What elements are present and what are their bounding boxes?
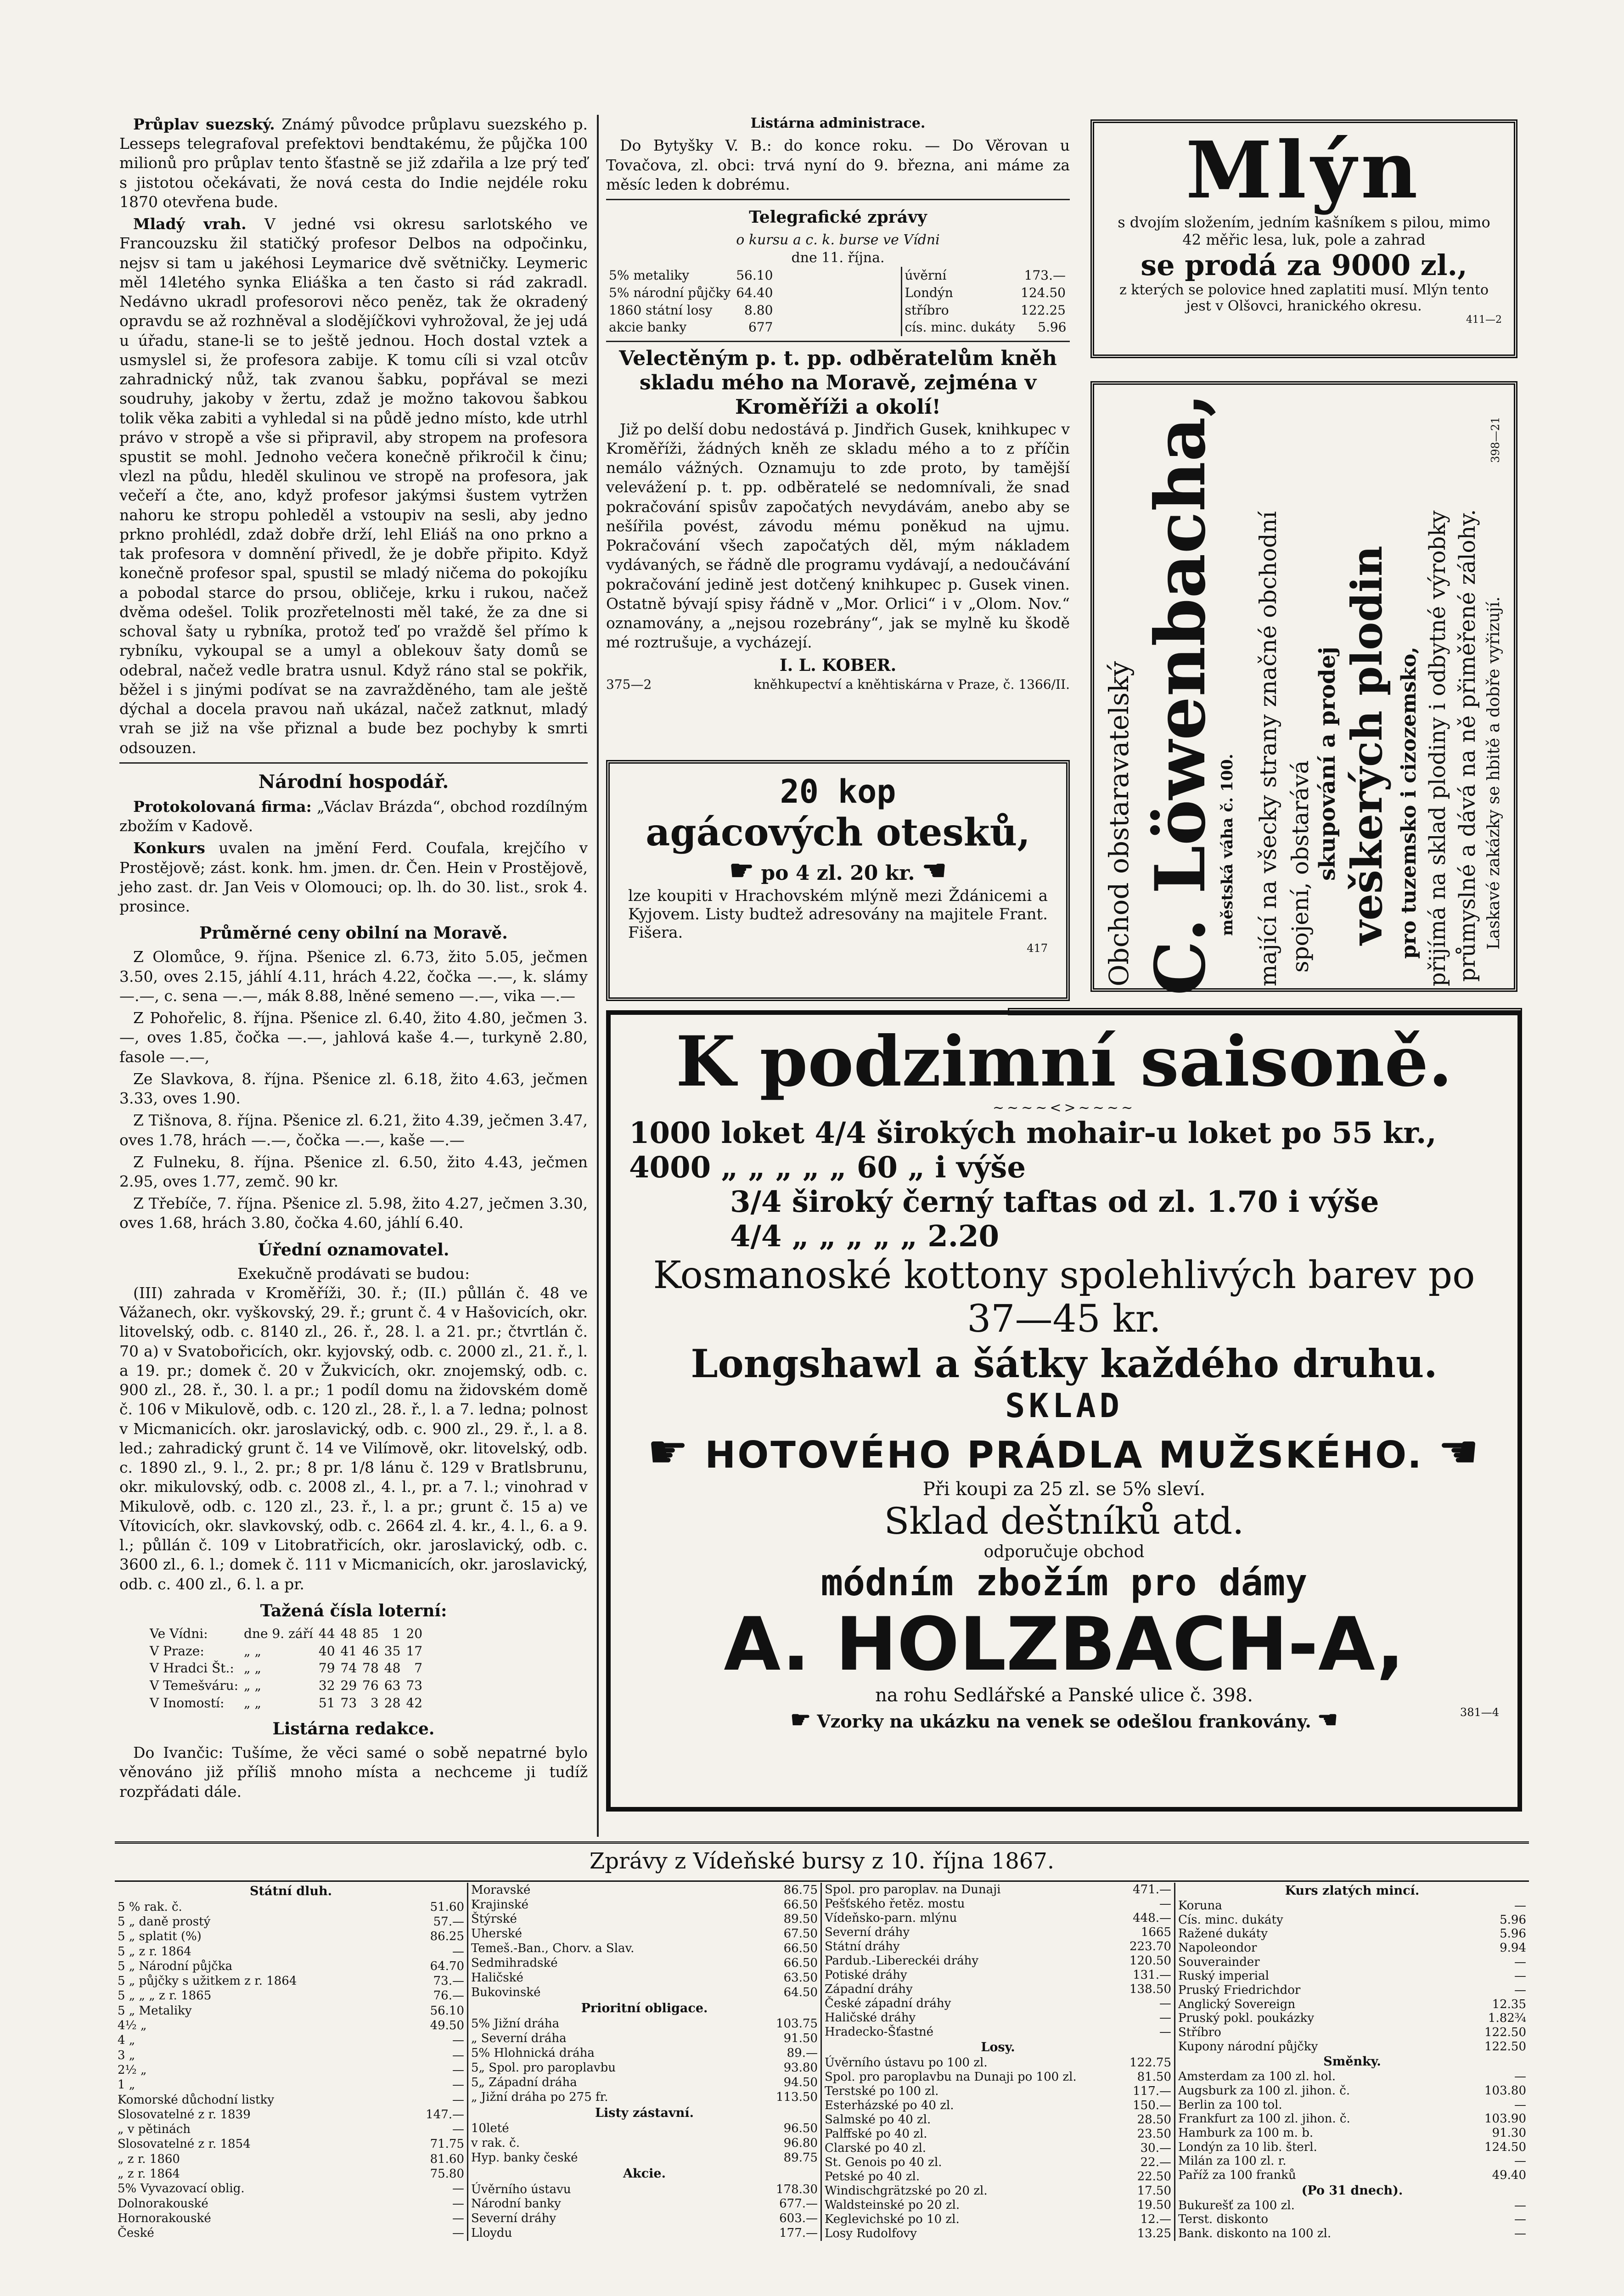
- bursa-row: Londýn 124.50: [905, 285, 1066, 300]
- lottery-row: V Praze: „ „ 40 41 46 35 17: [150, 1643, 423, 1659]
- vrah-text: V jedné vsi okresu sarlotského ve Francouzsku žil statičký profesor Delbos na odpočinku, nejsv si tam u jakéhosi Leymarice dvě světničky. Leymeric měl 14letého synka Eliáška a ten často si rád zakradl. Nedávno ukradl profesorovi něco peněz, tak že okradený opravdu se až rozhněval a slodějíčkovi vyhrožoval, že jej udá u úřadu, stane-li se to ještě jednou. Hoch dostal vztek a usmyslel si, že profesora zabije. K tomu cíli si vzal otcův zahradnický nůž, tak zvanou šabku, popřával se mezi soudruhy, jakoby v žertu, zdaž je možno takovou šabkou tolik věka zabiti a vyhledal si na půdě jedno místo, kde utrhl právo v stropě a vše si připravil, aby stropem na profesora spustit se mohl. Jednoho večera konečně přikročil k činu; vlezl na půdu, hleděl skulinou ve stropě na profesora, jak večeří a čte, ano, když profesor jakýmsi šustem vytržen nahoru ke stropu pohleděl a vstoupiv na sesli, aby jedno prkno prohlédl, zdaž dobře drží, lehl Eliáš na ono prkno a tak profesora v domnění přivedl, že je dobře připito. Když konečně profesor spal, spustil se mladý ničema do pokojíku a pobodal starce do prsou, obličeje, krku i rukou, načež dvěma odešel. Tolik prozřetelnosti měl také, že za dne si schoval šaty u rybníka, protož teď po vraždě šel přímo k rybníku, vykoupal se a umyl a oblekouv šaty domů se odebral, načež vedle bratra usnul. Když ráno stal se pokřik, běžel i s jinými podívat se na zavražděného, tam ale ještě dýchal a docela pravou naň ukázal, načež zatknut, mladý vrah se již na vše přiznal a bude bez pochyby k smrti odsouzen.: [119, 215, 588, 757]
- bursa-row: Ruský imperial —: [1178, 1969, 1526, 1983]
- bursa-row: Lloydu 177.—: [471, 2226, 818, 2240]
- bursa-row: Haličské dráhy —: [825, 2011, 1171, 2025]
- lottery-row: V Temešváru: „ „ 32 29 76 63 73: [150, 1678, 423, 1694]
- bursa-row: Paříž za 100 franků 49.40: [1178, 2168, 1526, 2183]
- bursa-row: Petské po 40 zl. 22.50: [825, 2169, 1171, 2183]
- bursa-row: 5 „ „ „ z r. 1865 76.—: [118, 1989, 464, 2003]
- bursa-row: „ Severní dráha 91.50: [471, 2032, 818, 2046]
- bursa-col-3: [822, 1883, 1175, 2241]
- bursa-row: Amsterdam za 100 zl. hol. —: [1178, 2070, 1526, 2084]
- low-4: mající na všecky strany značné obchodní: [1255, 511, 1281, 986]
- bursa-row: Pardub.-Libereckéi dráhy 120.50: [825, 1954, 1171, 1968]
- bursa-col-1: [115, 1883, 468, 2241]
- bursa-row: 5 „ z r. 1864 —: [118, 1944, 464, 1958]
- agac-line2: agácových otesků,: [646, 810, 1030, 855]
- bursa-col-4: [1175, 1883, 1529, 2241]
- bursa-row: úvěrní 173.—: [905, 267, 1066, 283]
- holz-l13: A. HOLZBACH-A,: [724, 1601, 1405, 1687]
- bursa-row: Londýn za 10 lib. šterl. 124.50: [1178, 2140, 1526, 2154]
- bursa-row: akcie banky 677: [609, 320, 773, 335]
- mlyn-3: z kterých se polovice hned zaplatiti musí. Mlýn tento jest v Olšovci, hranického okresu.: [1119, 282, 1489, 314]
- proto-article: [119, 797, 588, 836]
- lowenbach-ad: [1090, 381, 1517, 996]
- bursa-row: 5 % rak. č. 51.60: [118, 1900, 464, 1914]
- holz-l11: odporučuje obchod: [983, 1542, 1145, 1561]
- bursa-row: 5„ Západní dráha 94.50: [471, 2076, 818, 2090]
- holz-l12: módním zbožím pro dámy: [820, 1561, 1308, 1604]
- tel-date: dne 11. října.: [791, 249, 885, 266]
- bursa-row: České —: [118, 2226, 464, 2240]
- bursa-row: 1 „ —: [118, 2078, 464, 2092]
- tel-left-table: [606, 267, 775, 336]
- adm-title: Listárna administrace.: [750, 115, 926, 131]
- holz-l14: na rohu Sedlářské a Panské ulice č. 398.: [875, 1685, 1253, 1706]
- bursa-row: Hradecko-Šťastné —: [825, 2025, 1171, 2039]
- bursa-row: Hamburk za 100 m. b. 91.30: [1178, 2126, 1526, 2140]
- bursa-row: 2½ „ —: [118, 2063, 464, 2077]
- bursa-row: Bukovinské 64.50: [471, 1986, 818, 2000]
- mlyn-ad: [1090, 119, 1517, 358]
- bursa-row: Slosovatelné z r. 1839 147.—: [118, 2107, 464, 2122]
- low-7: veškerých plodin: [1342, 546, 1392, 945]
- holz-l6: Longshawl a šátky každého druhu.: [691, 1341, 1438, 1386]
- bursa-row: České západní dráhy —: [825, 1997, 1171, 2011]
- holz-l15: ☛ Vzorky na ukázku na venek se odešlou frankovány. ☚: [790, 1706, 1338, 1733]
- bursa-row: 5 „ půjčky s užitkem z r. 1864 73.—: [118, 1974, 464, 1988]
- bursa-col-title: Kurs zlatých mincí.: [1285, 1884, 1420, 1898]
- lottery-row: V Inomostí: „ „ 51 73 3 28 42: [150, 1695, 423, 1711]
- hand-icon: ☚: [922, 855, 947, 887]
- ured-sub: Exekučně prodávati se budou:: [237, 1264, 470, 1283]
- bursa-row: Listy zástavní.: [595, 2106, 694, 2121]
- bursa-row: Cís. minc. dukáty 5.96: [1178, 1913, 1526, 1927]
- holz-l5: Kosmanoské kottony spolehlivých barev po 37—45 kr.: [653, 1254, 1475, 1341]
- bursa-row: Kupony národní půjčky 122.50: [1178, 2039, 1526, 2054]
- prices-title: Průměrné ceny obilní na Moravě.: [199, 923, 508, 943]
- bursa-row: Komorské důchodní listky —: [118, 2093, 464, 2107]
- bursa-row: 5% metaliky 56.10: [609, 267, 773, 283]
- holz-l3: 3/4 široký černý taftas od zl. 1.70 i výše: [730, 1185, 1379, 1219]
- bursa-row: 4½ „ 49.50: [118, 2019, 464, 2033]
- bursa-row: Západní dráhy 138.50: [825, 1982, 1171, 1997]
- lottery-row: V Hradci Št.: „ „ 79 74 78 48 7: [150, 1660, 423, 1676]
- bursa-rule2: [115, 1880, 1529, 1882]
- bursa-row: Úvěrního ústavu po 100 zl. 122.75: [825, 2055, 1171, 2070]
- bursa-col-2: [468, 1883, 822, 2241]
- price-item: Z Tišnova, 8. října. Pšenice zl. 6.21, žito 4.39, ječmen 3.47, oves 1.78, hrách —.—, čočka —.—, kaše —.—: [119, 1111, 588, 1149]
- vrah-title: Mladý vrah.: [133, 215, 247, 233]
- bursa-row: Esterházské po 40 zl. 150.—: [825, 2098, 1171, 2112]
- bursa-row: Keglevichské po 10 zl. 12.—: [825, 2212, 1171, 2226]
- divider: [119, 762, 588, 764]
- bursa-row: Moravské 86.75: [471, 1883, 818, 1897]
- holz-num: 381—4: [1460, 1706, 1499, 1719]
- bursa-row: Státní dráhy 223.70: [825, 1940, 1171, 1954]
- bursa-row: 5 „ Metaliky 56.10: [118, 2003, 464, 2018]
- bursa-table: [115, 1883, 1529, 2241]
- agac-line1: 20 kop: [780, 773, 896, 810]
- low-6: skupování a prodej: [1315, 647, 1340, 881]
- bursa-row: 1860 státní losy 8.80: [609, 302, 773, 318]
- middle-column: [606, 115, 1070, 692]
- red-text: Do Ivančic: Tušíme, že věci samé o sobě nepatrné bylo věnováno již příliš mnoho místa a nechceme ji tudíž rozpřádati dále.: [119, 1744, 588, 1801]
- bursa-row: Temeš.-Ban., Chorv. a Slav. 66.50: [471, 1941, 818, 1956]
- bursa-row: Losy.: [981, 2040, 1015, 2055]
- divider: [606, 199, 1070, 200]
- kober-text: Již po delší dobu nedostává p. Jindřich Gusek, knihkupec v Kroměříži, žádných kněh ze skladu mého a to z příčin nemálo vážných. Oznamuju to zde proto, by tamější velevážení p. t. pp. odběratelé se nedomnívali, že snad pokračování spisův započatých nevydávám, anebo aby se nešířila povést, závodu mému poněkud na ujmu. Pokračování všech započatých děl, mým nákladem vydávaných, se řádně dle programu vydávají, a nedoučávání pokračování jedině jest dotčený knihkupec p. Gusek vinen. Ostatně bývají spisy řádně v „Mor. Orlici“ i v „Olom. Nov.“ oznamovány, a „nejsou rozebrány“, jak se mylně ku škodě mé roztrušuje, a vycházejí.: [606, 420, 1070, 652]
- low-3: městská váha č. 100.: [1218, 754, 1236, 936]
- bursa-row: Spol. pro paroplav. na Dunaji 471.—: [825, 1883, 1171, 1897]
- bursa-row: Milán za 100 zl. r. —: [1178, 2154, 1526, 2168]
- konk-title: Konkurs: [133, 839, 205, 857]
- bursa-row: Ražené dukáty 5.96: [1178, 1927, 1526, 1941]
- price-item: Z Třebíče, 7. října. Pšenice zl. 5.98, žito 4.27, ječmen 3.30, oves 1.68, hrách 3.80, čočka 4.60, jáhlí 6.40.: [119, 1194, 588, 1232]
- bursa-title: Zprávy z Vídeňské bursy z 10. října 1867.: [589, 1848, 1055, 1874]
- bursa-row: 4 „ —: [118, 2033, 464, 2048]
- bursa-row: Souverainder —: [1178, 1955, 1526, 1969]
- bursa-row: Směnky.: [1323, 2054, 1381, 2069]
- suez-text: Známý původce průplavu suezského p. Lesseps telegrafoval prefektovi bendtakému, že půjčka 100 milionů pro průplav tento šťastně se již zdařila a lze prý teď s jistotou očekávati, že nová cesta do Indie nejdéle roku 1870 otevřena bude.: [119, 115, 588, 211]
- bursa-col-title: Státní dluh.: [249, 1884, 332, 1898]
- bursa-row: Terst. diskonto —: [1178, 2212, 1526, 2227]
- divider: [606, 341, 1070, 342]
- low-num: 398—21: [1489, 416, 1502, 463]
- bursa-row: Severní dráhy 603.—: [471, 2212, 818, 2226]
- agac-ad: [606, 760, 1070, 1001]
- bursa-row: 5% Hlohnická dráha 89.—: [471, 2046, 818, 2060]
- holz-l7: SKLAD: [1005, 1386, 1123, 1425]
- bursa-row: Palffské po 40 zl. 23.50: [825, 2127, 1171, 2141]
- lottery-table: [147, 1625, 425, 1712]
- bursa-row: 5 „ Národní půjčka 64.70: [118, 1959, 464, 1973]
- bursa-row: Uherské 67.50: [471, 1927, 818, 1941]
- agac-line3: ☛ po 4 zl. 20 kr. ☚: [729, 855, 947, 887]
- bursa-row: (Po 31 dnech).: [1301, 2183, 1403, 2198]
- bursa-row: stříbro 122.25: [905, 302, 1066, 318]
- bursa-row: Terstské po 100 zl. 117.—: [825, 2084, 1171, 2098]
- hand-icon: ☛: [729, 855, 754, 887]
- low-2: C. Löwenbacha,: [1140, 393, 1221, 996]
- bursa-row: 5 „ daně prostý 57.—: [118, 1914, 464, 1929]
- tel-sub: o kursu a c. k. burse ve Vídni: [736, 232, 940, 248]
- bursa-row: Bank. diskonto na 100 zl. —: [1178, 2227, 1526, 2241]
- bursa-row: Vídeňsko-parn. mlýnu 448.—: [825, 1911, 1171, 1925]
- holzbach-ad-body: [606, 1010, 1522, 1812]
- mlyn-2: se prodá za 9000 zl.,: [1141, 248, 1467, 282]
- bursa-row: „ Jižní dráha po 275 fr. 113.50: [471, 2090, 818, 2105]
- bursa-row: „ z r. 1860 81.60: [118, 2152, 464, 2166]
- low-5: spojení, obstarává: [1287, 760, 1314, 973]
- low-8: pro tuzemsko i cizozemsko,: [1397, 647, 1421, 959]
- price-item: Z Fulneku, 8. října. Pšenice zl. 6.50, žito 4.43, ječmen 2.95, oves 1.77, zemč. 90 kr.: [119, 1153, 588, 1190]
- bursa-row: 3 „ —: [118, 2048, 464, 2062]
- holz-l9: Při koupi za 25 zl. se 5% sleví.: [922, 1479, 1206, 1500]
- hand-icon: ☛: [790, 1706, 811, 1733]
- bursa-row: Anglický Sovereign 12.35: [1178, 1997, 1526, 2011]
- column-rule: [597, 115, 599, 1837]
- kober-head: Velectěným p. t. pp. odběratelům kněh skladu mého na Moravě, zejména v Kroměříži a okolí!: [619, 347, 1057, 419]
- konk-article: [119, 838, 588, 916]
- bursa-row: Akcie.: [623, 2167, 666, 2181]
- bursa-row: 5% národní půjčky 64.40: [609, 285, 773, 300]
- bursa-row: Losy Rudolfovy 13.25: [825, 2226, 1171, 2240]
- price-item: Z Pohořelic, 8. října. Pšenice zl. 6.40, žito 4.80, ječmen 3.—, oves 1.85, čočka —.—, jahlová kaše 4.—, turkyně 2.80, fasole —.—,: [119, 1009, 588, 1066]
- bursa-row: Pruský Friedrichdor —: [1178, 1983, 1526, 1998]
- kober-sign: I. L. KOBER.: [779, 656, 897, 675]
- bursa-row: Stříbro 122.50: [1178, 2026, 1526, 2040]
- bursa-row: Štýrské 89.50: [471, 1912, 818, 1926]
- bursa-row: cís. minc. dukáty 5.96: [905, 320, 1067, 335]
- bursa-row: Krajinské 66.50: [471, 1897, 818, 1912]
- price-item: Z Olomůce, 9. října. Pšenice zl. 6.73, žito 5.05, ječmen 3.50, oves 2.15, jáhlí 4.11, hrách 4.22, čočka —.—, k. slámy —.—, c. sena —.—, mák 8.88, lněné semeno —.—, vika —.—: [119, 948, 588, 1005]
- econ-title: Národní hospodář.: [258, 771, 449, 793]
- bursa-row: Slosovatelné z r. 1854 71.75: [118, 2137, 464, 2151]
- bursa-row: Prioritní obligace.: [581, 2001, 708, 2016]
- ured-text: (III) zahrada v Kroměříži, 30. ř.; (II.) půllán č. 48 ve Vážanech, okr. vyškovský, 29. ř.; grunt č. 4 v Hašovicích, okr. litovelský, odb. c. 8140 zl., 26. ř., 28. l. a 21. pr.; čtvrtlán č. 70 a) v Svatobořicích, okr. kyjovský, odb. c. 2000 zl., 21. ř., l. a 19. pr.; domek č. 20 v Žukvicích, okr. znojemský, odb. c. 900 zl., 28. ř., 30. l. a pr.; 1 podíl domu na židovském domě č. 106 v Mikulově, odb. c. 120 zl., 28. ř., l. a 7. ledna; polnost v Micmanicích. okr. jaroslavický, odb. c. 900 zl., 29. ř., l. a 8. led.; zahradický grunt č. 14 ve Vilímově, okr. litovelský, odb. c. 1890 zl., 9. l., 2. pr.; 8 pr. 1/8 lánu č. 129 v Bratlsbrunu, okr. mikulovský, odb. c. 2008 zl., 4. l., pr. a 7. l.; vinohrad v Mikulově, odb. c. 120 zl., 23. ř., l. a pr.; grunt č. 15 a) ve Vítovicích, okr. slavkovský, odb. c. 2664 zl. 4. kr., 4. l., 6. a 9. l.; půllán č. 109 v Litobratřicích, okr. jaroslavický, odb. c. 3600 zl., 6. l.; domek č. 111 v Micmanicích, okr. jaroslavický, odb. c. 400 zl., 6. l. a pr.: [119, 1284, 588, 1593]
- bursa-row: Koruna —: [1178, 1899, 1526, 1913]
- bursa-row: „ z r. 1864 75.80: [118, 2167, 464, 2181]
- bursa-row: 5% Vyvazovací oblig. —: [118, 2182, 464, 2196]
- mlyn-num: 411—2: [1466, 314, 1502, 326]
- holz-l8: ☛ HOTOVÉHO PRÁDLA MUŽSKÉHO. ☚: [647, 1425, 1481, 1479]
- bursa-row: St. Genois po 40 zl. 22.—: [825, 2155, 1171, 2169]
- tel-right-table: [901, 267, 1070, 336]
- red-title: Listárna redakce.: [272, 1719, 435, 1739]
- proto-text: „Václav Brázda“, obchod rozdílným zbožím v Kadově.: [119, 797, 588, 835]
- kober-num: 375—2: [606, 676, 652, 692]
- bursa-row: Národní banky 677.—: [471, 2197, 818, 2211]
- bursa-row: Augsburk za 100 zl. jihon. č. 103.80: [1178, 2084, 1526, 2098]
- bursa-row: Napoleondor 9.94: [1178, 1941, 1526, 1955]
- bursa-row: Hornorakouské —: [118, 2211, 464, 2225]
- bursa-row: Pruský pokl. poukázky 1.82¾: [1178, 2011, 1526, 2026]
- adm-text: Do Bytyšky V. B.: do konce roku. — Do Věrovan u Tovačova, zl. obci: trvá nyní do 9. března, ani máme za měsíc leden k dobrému.: [606, 136, 1070, 193]
- agac-text: lze koupiti v Hrachovském mlýně mezi Ždánicemi a Kyjovem. Listy budtež adresovány na majitele Frant. Fišera.: [628, 887, 1048, 942]
- suez-title: Průplav suezský.: [133, 115, 275, 133]
- hand-icon: ☛: [647, 1425, 691, 1479]
- bursa-row: Sedmihradské 66.50: [471, 1956, 818, 1970]
- low-10: průmyslné a dává na ně přiměřené zálohy.: [1455, 509, 1480, 982]
- holz-l1: 1000 loket 4/4 širokých mohair-u loket po 55 kr.,: [629, 1116, 1437, 1150]
- bursa-row: Salmské po 40 zl. 28.50: [825, 2112, 1171, 2127]
- bursa-row: Pešťského řetěz. mostu —: [825, 1897, 1171, 1911]
- bursa-row: Waldsteinské po 20 zl. 19.50: [825, 2198, 1171, 2212]
- bursa-row: 5% Jižní dráha 103.75: [471, 2017, 818, 2031]
- ured-title: Úřední oznamovatel.: [258, 1240, 450, 1260]
- bursa-row: 5 „ splatit (%) 86.25: [118, 1930, 464, 1944]
- bursa-row: Severní dráhy 1665: [825, 1925, 1171, 1940]
- kober-foot: [606, 676, 1070, 693]
- holz-l4: 4/4 „ „ „ „ „ 2.20: [730, 1219, 1000, 1254]
- bursa-row: Potiské dráhy 131.—: [825, 1968, 1171, 1982]
- suez-article: [119, 115, 588, 212]
- bursa-rule: [115, 1841, 1529, 1844]
- bursa-row: „ v pětinách —: [118, 2122, 464, 2137]
- agac-num: 417: [1027, 942, 1048, 955]
- bursa-row: 5„ Spol. pro paroplavbu 93.80: [471, 2061, 818, 2075]
- low-11: Laskavé zakázky se hbitě a dobře vyřizují.: [1484, 597, 1503, 950]
- kober-addr: kněhkupectví a kněhtiskárna v Praze, č. 1366/II.: [753, 676, 1070, 692]
- holz-l2: 4000 „ „ „ „ „ 60 „ i výše: [629, 1150, 1026, 1185]
- bursa-row: Frankfurt za 100 zl. jihon. č. 103.90: [1178, 2112, 1526, 2126]
- price-item: Ze Slavkova, 8. října. Pšenice zl. 6.18, žito 4.63, ječmen 3.33, oves 1.90.: [119, 1069, 588, 1108]
- tel-title: Telegrafické zprávy: [749, 208, 927, 227]
- mlyn-1: s dvojím složením, jedním kašníkem s pilou, mimo 42 měřic lesa, luk, pole a zahrad: [1118, 214, 1490, 248]
- proto-title: Protokolovaná firma:: [133, 797, 312, 816]
- low-1: Obchod obstaravatelský: [1103, 661, 1135, 986]
- hand-icon: ☚: [1438, 1425, 1481, 1479]
- bursa-row: Windischgrätzské po 20 zl. 17.50: [825, 2183, 1171, 2198]
- konk-text: uvalen na jmění Ferd. Coufala, krejčího v Prostějově; zást. konk. hm. jmen. dr. Čen. Hein v Prostějově, jeho zast. dr. Jan Veis v Olomouci; op. lh. do 30. list., srok 4. prosince.: [119, 839, 588, 916]
- bursa-row: Berlin za 100 tol. —: [1178, 2098, 1526, 2112]
- holz-l10: Sklad deštníků atd.: [884, 1500, 1244, 1542]
- bursa-row: v rak. č. 96.80: [471, 2136, 818, 2150]
- left-column: [119, 115, 588, 1804]
- hand-icon: ☚: [1317, 1706, 1338, 1733]
- bursa-row: Clarské po 40 zl. 30.—: [825, 2141, 1171, 2155]
- bursa-row: Hyp. banky české 89.75: [471, 2151, 818, 2165]
- tel-tables: [606, 267, 1070, 336]
- low-9: přijímá na sklad plodiny i odbytné výrobky: [1425, 510, 1450, 986]
- bursa-row: Dolnorakouské —: [118, 2196, 464, 2211]
- bursa-row: Úvěrního ústavu 178.30: [471, 2182, 818, 2196]
- ornament: ~~~~<>~~~~: [992, 1100, 1136, 1116]
- bursa-row: Bukurešť za 100 zl. —: [1178, 2198, 1526, 2212]
- vrah-article: [119, 214, 588, 758]
- mlyn-title: Mlýn: [1186, 124, 1422, 216]
- bursa-row: Spol. pro paroplavbu na Dunaji po 100 zl. 81.50: [825, 2070, 1171, 2084]
- lottery-title: Tažená čísla loterní:: [260, 1601, 447, 1621]
- lottery-row: Ve Vídni: dne 9. září 44 48 85 1 20: [150, 1626, 423, 1641]
- bursa-row: Haličské 63.50: [471, 1971, 818, 1985]
- prices-list: [119, 947, 588, 1232]
- holz-title: K podzimní saisoně.: [675, 1021, 1453, 1102]
- bursa-row: 10leté 96.50: [471, 2122, 818, 2136]
